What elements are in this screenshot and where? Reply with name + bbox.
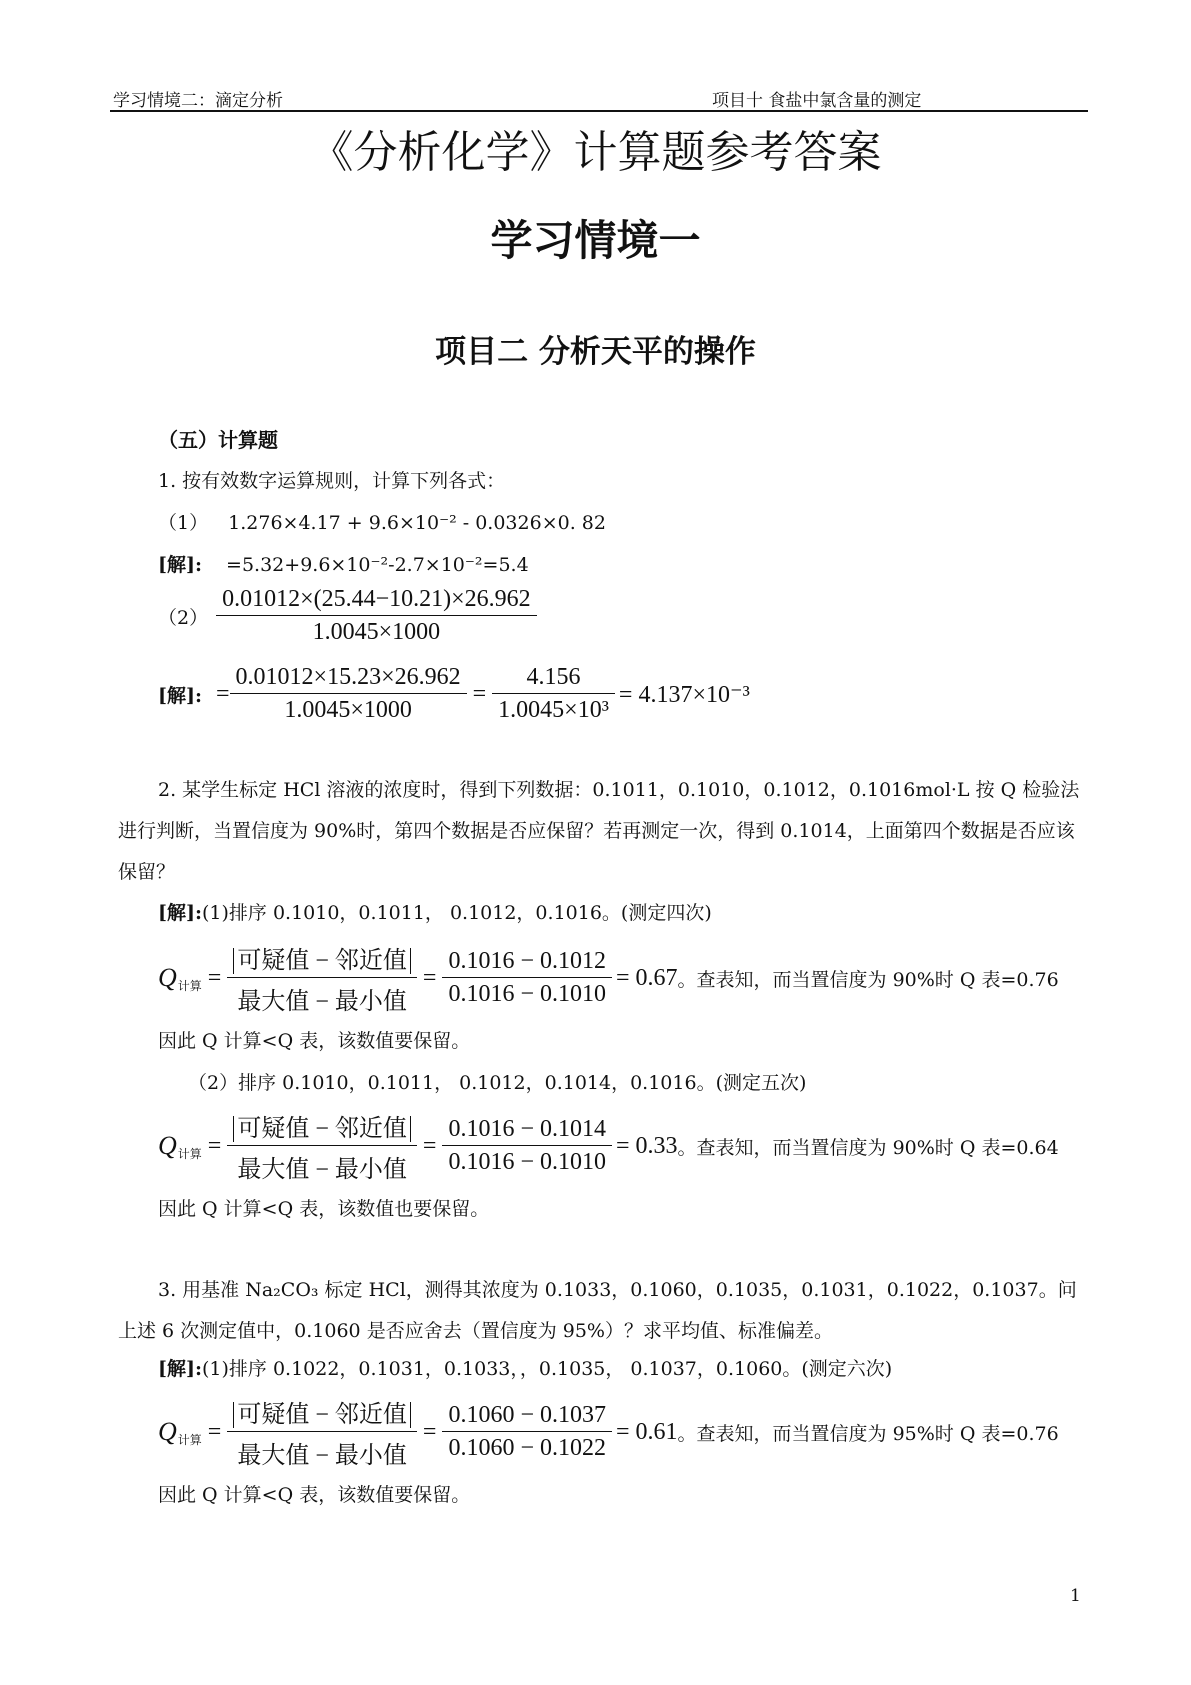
header-right: 项目十 食盐中氯含量的测定 (712, 91, 922, 111)
q1-p2-result: = 4.137×10⁻³ (618, 681, 750, 708)
q1-p1-label: （1） (158, 512, 209, 534)
q1-p2-step1 (230, 664, 467, 724)
q-note: 。查表知，而当置信度为 90%时 Q 表=0.76 (677, 968, 1059, 991)
q-definition-fraction: $\frac{\text{可疑值 − 邻近值}}{\text{最大值 − 最小值}}$ (227, 1394, 417, 1470)
header-left: 学习情境二：滴定分析 (113, 91, 283, 111)
fraction-denominator: 1.0045×1000 (284, 697, 412, 723)
solution-label: [解]: (158, 684, 202, 707)
page-number: 1 (1070, 1586, 1081, 1606)
q-result: = 0.61 (615, 1418, 678, 1445)
fraction-numerator: 0.01012×(25.44−10.21)×26.962 (216, 586, 537, 616)
q3-conclusion: 因此 Q 计算<Q 表，该数值要保留。 (158, 1484, 471, 1506)
q2-conclusion1: 因此 Q 计算<Q 表，该数值要保留。 (158, 1030, 471, 1052)
q-symbol: $Q_{计算}$ (158, 1416, 202, 1447)
project-heading: 项目二 分析天平的操作 (435, 334, 756, 370)
fraction-numerator: 4.156 (492, 664, 615, 694)
fraction-denominator: 1.0045×1000 (312, 619, 441, 645)
q1-p2-label: （2） (158, 606, 209, 629)
q1-p2-fraction (216, 586, 537, 646)
q-symbol: $Q_{计算}$ (158, 1130, 202, 1161)
q2-text: 2. 某学生标定 HCl 溶液的浓度时，得到下列数据：0.1011，0.1010，0.1012，0.1016mol·L 按 Q 检验法进行判断，当置信度为 90%时，第四个数据是否应保留？若再测定一次，得到 0.1014，上面第四个数据是否应该保留？ (118, 779, 1080, 883)
q1-p2-step2 (492, 664, 615, 724)
header-rule (110, 110, 1088, 112)
solution-label: [解]: (158, 902, 202, 924)
q2-sol1 (158, 898, 712, 925)
q1-p1-expr: 1.276×4.17 + 9.6×10⁻² - 0.0326×0. 82 (228, 512, 606, 534)
q3-sol1 (158, 1354, 892, 1381)
q-result: = 0.67 (615, 964, 678, 991)
q-note: 。查表知，而当置信度为 90%时 Q 表=0.64 (677, 1136, 1059, 1159)
q1-p1-solution (158, 550, 529, 577)
section-heading: （五）计算题 (158, 428, 278, 452)
q1-intro: 1. 按有效数字运算规则，计算下列各式： (158, 470, 506, 492)
solution-label: [解]: (158, 554, 202, 576)
q3-sol1-text: (1)排序 0.1022，0.1031，0.1033，，0.1035， 0.1037，0.1060。(测定六次) (202, 1358, 893, 1380)
fraction-denominator: 1.0045×10³ (498, 697, 609, 723)
q3-formula: $Q_{计算}$ = $\frac{\text{可疑值 − 邻近值}}{\text{最大值 − 最小值}}$ = $\frac{0.1060 - 0.1037}{0.1060 - 0.1022}$ = 0.61 。查表知，而当置信度为 95%时 Q 表=0.76 (158, 1394, 1059, 1470)
solution-label: [解]: (158, 1358, 202, 1380)
q2-formula1: $Q_{计算}$ = $\frac{\text{可疑值 − 邻近值}}{\text{最大值 − 最小值}}$ = $\frac{0.1016 - 0.1012}{0.1016 - 0.1010}$ = 0.67 。查表知，而当置信度为 90%时 Q 表=0.76 (158, 940, 1059, 1016)
q1-part1 (158, 508, 606, 535)
q-definition-fraction: $\frac{\text{可疑值 − 邻近值}}{\text{最大值 − 最小值}}$ (227, 1108, 417, 1184)
q-definition-fraction: $\frac{\text{可疑值 − 邻近值}}{\text{最大值 − 最小值}}$ (227, 940, 417, 1016)
q2-sol1-text: (1)排序 0.1010，0.1011， 0.1012，0.1016。(测定四次) (202, 902, 712, 924)
q-symbol: $Q_{计算}$ (158, 962, 202, 993)
q-value-fraction: $\frac{0.1060 - 0.1037}{0.1060 - 0.1022}$ (442, 1402, 612, 1462)
q1-part2 (158, 586, 537, 646)
q-result: = 0.33 (615, 1132, 678, 1159)
q2-conclusion2: 因此 Q 计算<Q 表，该数值也要保留。 (158, 1198, 490, 1220)
fraction-numerator: 0.01012×15.23×26.962 (230, 664, 467, 694)
chapter-heading: 学习情境一 (490, 216, 701, 265)
q3-text: 3. 用基准 Na₂CO₃ 标定 HCl，测得其浓度为 0.1033，0.1060，0.1035，0.1031，0.1022，0.1037。问上述 6 次测定值中，0.1060 是否应舍去（置信度为 95%）？求平均值、标准偏差。 (118, 1279, 1077, 1342)
q2-sol2: （2）排序 0.1010，0.1011， 0.1012，0.1014，0.1016。(测定五次) (188, 1072, 807, 1094)
q1-p1-answer: =5.32+9.6×10⁻²-2.7×10⁻²=5.4 (226, 554, 529, 576)
q-note: 。查表知，而当置信度为 95%时 Q 表=0.76 (677, 1422, 1059, 1445)
document-title: 《分析化学》计算题参考答案 (309, 127, 882, 178)
q1-p2-solution: [解]: = $\frac{0.01012\times 15.23\times 26.962}{1.0045\times 1000}$ = $\frac{4.156}{\text{1.0045×10³}}$ = 4.137×10⁻³ (158, 664, 750, 723)
q-value-fraction: $\frac{0.1016 - 0.1012}{0.1016 - 0.1010}$ (442, 948, 612, 1008)
q2-formula2: $Q_{计算}$ = $\frac{\text{可疑值 − 邻近值}}{\text{最大值 − 最小值}}$ = $\frac{0.1016 - 0.1014}{0.1016 - 0.1010}$ = 0.33 。查表知，而当置信度为 90%时 Q 表=0.64 (158, 1108, 1059, 1184)
q-value-fraction: $\frac{0.1016 - 0.1014}{0.1016 - 0.1010}$ (442, 1116, 612, 1176)
